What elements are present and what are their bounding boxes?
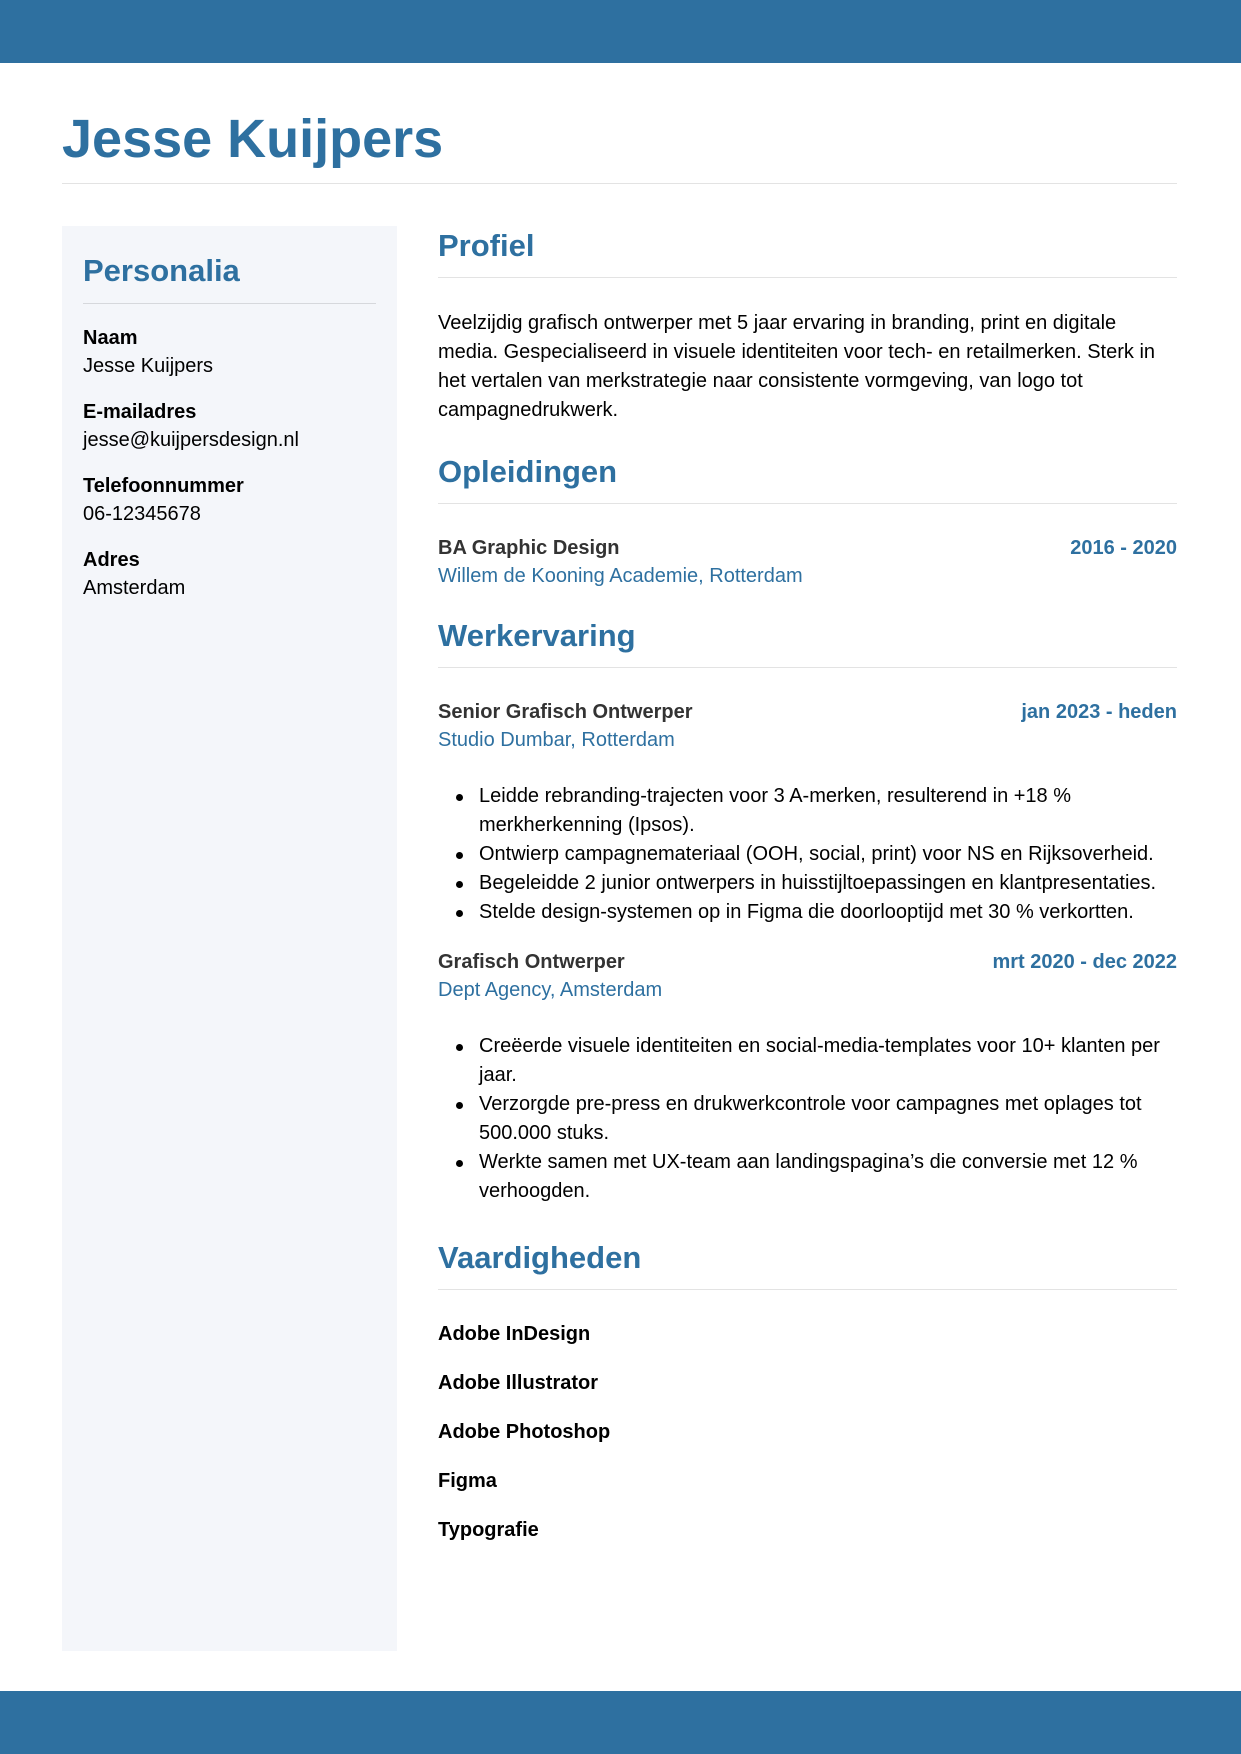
field-address	[83, 547, 376, 602]
skill-item: Adobe Photoshop	[438, 1421, 611, 1443]
profile-section	[438, 226, 1177, 425]
field-name	[83, 325, 376, 380]
education-entry	[438, 534, 1177, 590]
field-value: Jesse Kuijpers	[83, 355, 214, 377]
footer-band	[0, 1691, 1241, 1754]
skill-item: Adobe InDesign	[438, 1323, 591, 1345]
section-divider	[438, 667, 1177, 668]
job-role: Senior Grafisch Ontwerper	[438, 701, 693, 723]
sidebar-divider	[83, 303, 376, 304]
entry-dates: 2016 - 2020	[1070, 537, 1177, 559]
degree-title: BA Graphic Design	[438, 537, 620, 559]
list-item: Begeleidde 2 junior ontwerpers in huisstijltoepassingen en klantpresentaties.	[438, 869, 1177, 898]
skill-item: Figma	[438, 1470, 497, 1492]
field-label: Naam	[83, 327, 138, 349]
skill-item: Adobe Illustrator	[438, 1372, 599, 1394]
title-divider	[62, 183, 1177, 184]
section-title: Vaardigheden	[438, 1240, 642, 1275]
main-content	[438, 226, 1177, 1565]
profile-text: Veelzijdig grafisch ontwerper met 5 jaar ervaring in branding, print en digitale media. Gespecialiseerd in visuele identiteiten voor tech- en retailmerken. Sterk in het vertalen van merkstrategie naar consistente vormgeving, van logo tot campagnedrukwerk.	[438, 312, 1156, 421]
field-label: E-mailadres	[83, 401, 197, 423]
field-phone	[83, 473, 376, 528]
phone-value: 06-12345678	[83, 503, 201, 525]
company-name: Dept Agency, Amsterdam	[438, 979, 663, 1001]
section-title: Profiel	[438, 228, 535, 263]
section-title: Werkervaring	[438, 618, 636, 653]
list-item: Leidde rebranding-trajecten voor 3 A-merken, resulterend in +18 % merkherkenning (Ipsos).	[438, 782, 1177, 840]
sidebar-title: Personalia	[83, 253, 240, 288]
field-value: Amsterdam	[83, 577, 186, 599]
page-title: Jesse Kuijpers	[62, 109, 444, 169]
email-value: jesse@kuijpersdesign.nl	[83, 429, 299, 451]
job-bullets	[438, 1032, 1177, 1206]
section-divider	[438, 277, 1177, 278]
education-section	[438, 452, 1177, 590]
school-name: Willem de Kooning Academie, Rotterdam	[438, 565, 803, 587]
job-entry	[438, 948, 1177, 1206]
section-divider	[438, 503, 1177, 504]
list-item: Ontwierp campagnemateriaal (OOH, social, print) voor NS en Rijksoverheid.	[438, 840, 1177, 869]
job-role: Grafisch Ontwerper	[438, 951, 625, 973]
list-item: Werkte samen met UX-team aan landingspagina’s die conversie met 12 % verhoogden.	[438, 1148, 1177, 1206]
company-name: Studio Dumbar, Rotterdam	[438, 729, 675, 751]
field-email	[83, 399, 376, 454]
entry-dates: mrt 2020 - dec 2022	[992, 951, 1177, 973]
job-bullets	[438, 782, 1177, 927]
job-entry	[438, 698, 1177, 927]
header-band	[0, 0, 1241, 63]
list-item: Stelde design-systemen op in Figma die doorlooptijd met 30 % verkortten.	[438, 898, 1177, 927]
field-label: Telefoonnummer	[83, 475, 244, 497]
list-item: Verzorgde pre-press en drukwerkcontrole voor campagnes met oplages tot 500.000 stuks.	[438, 1090, 1177, 1148]
skills-section	[438, 1238, 1177, 1544]
section-divider	[438, 1289, 1177, 1290]
section-title: Opleidingen	[438, 454, 618, 489]
field-label: Adres	[83, 549, 140, 571]
skills-list	[438, 1320, 1177, 1544]
list-item: Creëerde visuele identiteiten en social-media-templates voor 10+ klanten per jaar.	[438, 1032, 1177, 1090]
experience-section	[438, 616, 1177, 1206]
personal-details-sidebar	[62, 226, 397, 1651]
entry-dates: jan 2023 - heden	[1021, 701, 1177, 723]
skill-item: Typografie	[438, 1519, 539, 1541]
